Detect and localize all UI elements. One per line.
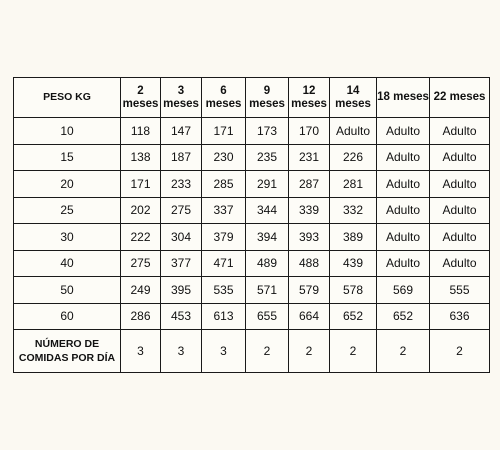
feeding-table-container (13, 77, 490, 373)
meals-cell: 2 (330, 330, 377, 373)
table-cell: 489 (246, 250, 289, 277)
table-cell: 171 (121, 171, 161, 198)
header-age-number: 18 (377, 91, 390, 103)
table-cell: 579 (289, 277, 330, 304)
table-cell: Adulto (430, 118, 490, 145)
header-age-14 (330, 78, 377, 118)
table-cell: 344 (246, 197, 289, 224)
header-age-12 (289, 78, 330, 118)
table-cell: 235 (246, 144, 289, 171)
table-cell: 304 (161, 224, 202, 251)
meals-cell: 2 (246, 330, 289, 373)
table-cell: 286 (121, 303, 161, 330)
table-cell: Adulto (377, 144, 430, 171)
table-cell: 138 (121, 144, 161, 171)
table-cell: 389 (330, 224, 377, 251)
weight-cell: 15 (14, 144, 121, 171)
table-cell: 285 (202, 171, 246, 198)
table-cell: 222 (121, 224, 161, 251)
header-age-unit: meses (122, 97, 159, 110)
table-cell: 394 (246, 224, 289, 251)
table-cell: 337 (202, 197, 246, 224)
table-row (14, 224, 490, 251)
table-cell: 291 (246, 171, 289, 198)
header-age-number: 2 (137, 84, 144, 97)
table-cell: Adulto (377, 197, 430, 224)
header-age-3 (161, 78, 202, 118)
meals-cell: 2 (377, 330, 430, 373)
table-cell: Adulto (377, 224, 430, 251)
table-cell: Adulto (430, 144, 490, 171)
table-row (14, 144, 490, 171)
meals-cell: 3 (121, 330, 161, 373)
table-cell: 379 (202, 224, 246, 251)
table-cell: 332 (330, 197, 377, 224)
header-age-9 (246, 78, 289, 118)
table-cell: 439 (330, 250, 377, 277)
table-cell: 173 (246, 118, 289, 145)
table-row (14, 303, 490, 330)
table-cell: 171 (202, 118, 246, 145)
header-age-number: 14 (346, 84, 360, 97)
table-cell: Adulto (377, 250, 430, 277)
table-cell: 187 (161, 144, 202, 171)
weight-cell: 30 (14, 224, 121, 251)
table-cell: 230 (202, 144, 246, 171)
weight-cell: 60 (14, 303, 121, 330)
table-row (14, 277, 490, 304)
table-cell: Adulto (430, 250, 490, 277)
header-age-22 (430, 78, 490, 118)
meals-cell: 2 (430, 330, 490, 373)
weight-cell: 20 (14, 171, 121, 198)
table-cell: 613 (202, 303, 246, 330)
table-cell: 147 (161, 118, 202, 145)
table-cell: 578 (330, 277, 377, 304)
header-age-18 (377, 78, 430, 118)
table-cell: 652 (377, 303, 430, 330)
meals-row (14, 330, 490, 373)
table-cell: 377 (161, 250, 202, 277)
table-cell: 535 (202, 277, 246, 304)
table-cell: Adulto (430, 224, 490, 251)
meals-cell: 2 (289, 330, 330, 373)
weight-cell: 10 (14, 118, 121, 145)
header-row (14, 78, 490, 118)
table-cell: 636 (430, 303, 490, 330)
table-cell: 555 (430, 277, 490, 304)
header-age-unit: meses (163, 97, 199, 110)
table-cell: 569 (377, 277, 430, 304)
meals-label-line1: NÚMERO DE (34, 338, 100, 350)
table-cell: 226 (330, 144, 377, 171)
table-cell: 118 (121, 118, 161, 145)
header-age-number: 9 (263, 84, 271, 97)
weight-cell: 50 (14, 277, 121, 304)
table-cell: 275 (121, 250, 161, 277)
table-cell: 202 (121, 197, 161, 224)
table-cell: 471 (202, 250, 246, 277)
table-cell: 655 (246, 303, 289, 330)
header-age-2 (121, 78, 161, 118)
table-cell: Adulto (430, 171, 490, 198)
header-age-number: 3 (177, 84, 185, 97)
header-age-unit: meses (205, 97, 242, 110)
table-cell: 233 (161, 171, 202, 198)
table-row (14, 250, 490, 277)
header-weight: PESO KG (14, 78, 121, 118)
table-cell: 453 (161, 303, 202, 330)
header-age-6 (202, 78, 246, 118)
table-cell: Adulto (330, 118, 377, 145)
table-cell: Adulto (430, 197, 490, 224)
header-age-number: 12 (302, 84, 316, 97)
table-cell: 652 (330, 303, 377, 330)
table-cell: 339 (289, 197, 330, 224)
header-age-number: 6 (220, 84, 227, 97)
table-cell: 395 (161, 277, 202, 304)
header-age-unit: meses (335, 97, 371, 110)
table-cell: Adulto (377, 118, 430, 145)
table-row (14, 171, 490, 198)
meals-cell: 3 (202, 330, 246, 373)
table-cell: 249 (121, 277, 161, 304)
header-age-unit: meses (249, 97, 285, 110)
weight-cell: 40 (14, 250, 121, 277)
meals-label-line2: COMIDAS POR DÍA (18, 352, 116, 364)
table-cell: 664 (289, 303, 330, 330)
table-cell: 571 (246, 277, 289, 304)
header-age-unit: meses (449, 91, 486, 103)
header-age-number: 22 (433, 91, 447, 103)
table-cell: 488 (289, 250, 330, 277)
meals-label (14, 330, 121, 373)
table-cell: 170 (289, 118, 330, 145)
table-row (14, 197, 490, 224)
table-cell: Adulto (377, 171, 430, 198)
meals-cell: 3 (161, 330, 202, 373)
table-cell: 231 (289, 144, 330, 171)
header-age-unit: meses (393, 91, 429, 103)
table-cell: 393 (289, 224, 330, 251)
weight-cell: 25 (14, 197, 121, 224)
table-cell: 281 (330, 171, 377, 198)
table-cell: 275 (161, 197, 202, 224)
feeding-table (13, 77, 490, 373)
table-row (14, 118, 490, 145)
header-age-unit: meses (291, 97, 327, 110)
table-cell: 287 (289, 171, 330, 198)
